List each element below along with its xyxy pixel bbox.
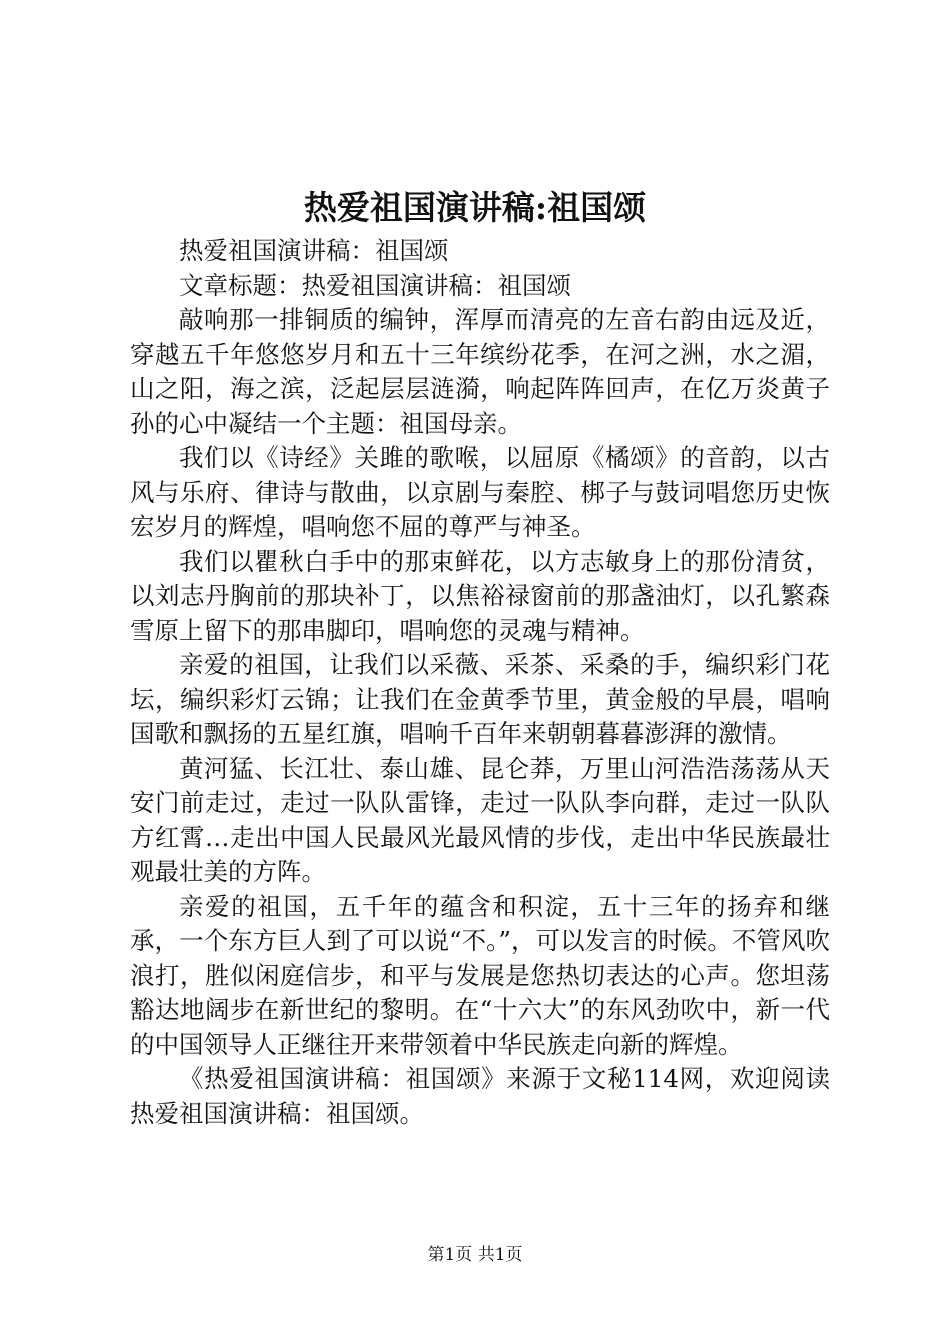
paragraph-article-title: 文章标题：热爱祖国演讲稿：祖国颂 [179, 270, 571, 300]
paragraph-heading-repeat: 热爱祖国演讲稿：祖国颂 [179, 236, 449, 265]
document-body [130, 234, 830, 1131]
paragraph-3: 我们以瞿秋白手中的那束鲜花，以方志敏身上的那份清贫，以刘志丹胸前的那块补丁，以焦裕禄窗前的那盏油灯，以孔繁森雪原上留下的那串脚印，唱响您的灵魂与精神。 [130, 546, 830, 645]
paragraph-6: 亲爱的祖国，五千年的蕴含和积淀，五十三年的扬弃和继承，一个东方巨人到了可以说“不。”，可以发言的时候。不管风吹浪打，胜似闲庭信步，和平与发展是您热切表达的心声。您坦荡豁达地阔步在新世纪的黎明。在“十六大”的东风劲吹中，新一代的中国领导人正继往开来带领着中华民族走向新的辉煌。 [130, 891, 830, 1059]
paragraph-1: 敲响那一排铜质的编钟，浑厚而清亮的左音右韵由远及近，穿越五千年悠悠岁月和五十三年缤纷花季，在河之洲，水之湄，山之阳，海之滨，泛起层层涟漪，响起阵阵回声，在亿万炎黄子孙的心中凝结一个主题：祖国母亲。 [130, 305, 830, 438]
paragraph-2: 我们以《诗经》关雎的歌喉，以屈原《橘颂》的音韵，以古风与乐府、律诗与散曲，以京剧与秦腔、梆子与鼓词唱您历史恢宏岁月的辉煌，唱响您不屈的尊严与神圣。 [130, 443, 830, 541]
paragraph-5: 黄河猛、长江壮、泰山雄、昆仑莽，万里山河浩浩荡荡从天安门前走过，走过一队队雷锋，走过一队队李向群，走过一队队方红霄…走出中国人民最风光最风情的步伐，走出中华民族最壮观最壮美的方阵。 [130, 753, 830, 886]
paragraph-source-note: 《热爱祖国演讲稿：祖国颂》来源于文秘114网，欢迎阅读热爱祖国演讲稿：祖国颂。 [130, 1064, 830, 1128]
paragraph-4: 亲爱的祖国，让我们以采薇、采茶、采桑的手，编织彩门花坛，编织彩灯云锦；让我们在金黄季节里，黄金般的早晨，唱响国歌和飘扬的五星红旗，唱响千百年来朝朝暮暮澎湃的激情。 [130, 650, 830, 748]
page-footer: 第1页 共1页 [427, 1245, 523, 1265]
document-title: 热爱祖国演讲稿:祖国颂 [303, 188, 647, 227]
